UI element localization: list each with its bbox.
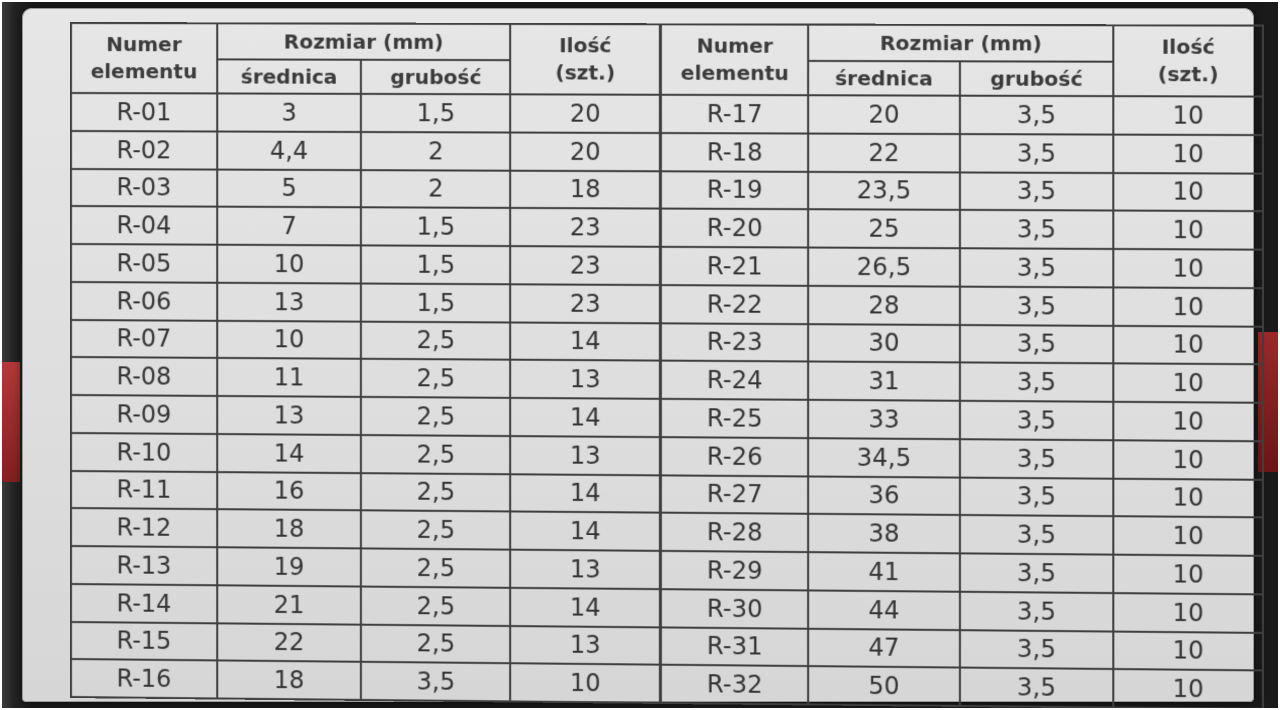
- o-ring-size-table: [70, 22, 1264, 710]
- diameter-cell: 31: [809, 362, 960, 401]
- diameter-cell: 11: [217, 358, 361, 397]
- element-number-cell: R-22: [661, 285, 809, 324]
- diameter-cell: 21: [217, 585, 361, 624]
- quantity-cell: 14: [511, 398, 661, 437]
- quantity-cell: 10: [1113, 364, 1263, 403]
- diameter-cell: 26,5: [809, 248, 960, 287]
- element-number-cell: R-27: [661, 475, 809, 514]
- element-number-cell: R-04: [71, 206, 217, 244]
- element-number-cell: R-05: [71, 244, 217, 283]
- element-number-cell: R-15: [71, 622, 217, 661]
- quantity-cell: 18: [511, 170, 661, 209]
- element-number-cell: R-30: [661, 589, 809, 628]
- element-number-cell: R-31: [661, 627, 809, 666]
- diameter-cell: 41: [809, 552, 960, 591]
- thickness-cell: 2,5: [361, 473, 510, 512]
- thickness-cell: 3,5: [960, 210, 1114, 249]
- thickness-cell: 3,5: [960, 477, 1114, 516]
- quantity-cell: 20: [511, 132, 661, 171]
- element-number-cell: R-12: [71, 508, 217, 547]
- element-number-cell: R-13: [71, 546, 217, 585]
- quantity-cell: 10: [1113, 134, 1263, 173]
- diameter-cell: 25: [809, 209, 960, 248]
- element-number-cell: R-25: [661, 399, 809, 438]
- diameter-cell: 30: [809, 324, 960, 363]
- quantity-cell: 10: [1113, 249, 1263, 288]
- diameter-cell: 7: [217, 207, 361, 246]
- header-element-number-right: Numer elementu: [661, 24, 809, 95]
- element-number-cell: R-24: [661, 361, 809, 400]
- header-size-left: Rozmiar (mm): [217, 23, 511, 60]
- thickness-cell: 2,5: [361, 397, 510, 436]
- diameter-cell: 38: [809, 514, 960, 553]
- diameter-cell: 36: [809, 476, 960, 515]
- quantity-cell: 14: [511, 512, 661, 551]
- diameter-cell: 22: [217, 623, 361, 662]
- quantity-cell: 10: [1113, 631, 1263, 671]
- header-thickness-left: grubość: [361, 60, 510, 95]
- quantity-cell: 10: [1113, 287, 1263, 326]
- quantity-cell: 10: [1113, 555, 1263, 595]
- diameter-cell: 16: [217, 472, 361, 511]
- diameter-cell: 19: [217, 547, 361, 586]
- thickness-cell: 3,5: [960, 592, 1114, 632]
- thickness-cell: 3,5: [960, 286, 1114, 325]
- quantity-cell: 10: [1113, 173, 1263, 212]
- diameter-cell: 33: [809, 400, 960, 439]
- header-diameter-right: średnica: [809, 61, 960, 96]
- element-number-cell: R-29: [661, 551, 809, 590]
- thickness-cell: 3,5: [960, 363, 1114, 402]
- table-row: [71, 131, 1263, 173]
- thickness-cell: 2,5: [361, 435, 510, 474]
- thickness-cell: 1,5: [361, 283, 510, 322]
- header-quantity-left: Ilość (szt.): [511, 24, 661, 95]
- thickness-cell: 3,5: [960, 515, 1114, 554]
- thickness-cell: 2,5: [361, 359, 510, 398]
- quantity-cell: 10: [1113, 96, 1263, 135]
- thickness-cell: 1,5: [361, 245, 510, 284]
- element-number-cell: R-11: [71, 471, 217, 510]
- element-number-cell: R-03: [71, 169, 217, 207]
- element-number-cell: R-08: [71, 357, 217, 396]
- diameter-cell: 18: [217, 509, 361, 548]
- quantity-cell: 10: [1113, 402, 1263, 441]
- element-number-cell: R-07: [71, 320, 217, 359]
- diameter-cell: 18: [217, 661, 361, 700]
- header-thickness-right: grubość: [960, 61, 1114, 96]
- element-number-cell: R-26: [661, 437, 809, 476]
- thickness-cell: 3,5: [960, 325, 1114, 364]
- diameter-cell: 10: [217, 320, 361, 359]
- quantity-cell: 10: [1113, 211, 1263, 250]
- diameter-cell: 44: [809, 590, 960, 629]
- thickness-cell: 2: [361, 170, 510, 209]
- thickness-cell: 2: [361, 132, 510, 170]
- thickness-cell: 3,5: [960, 668, 1114, 708]
- table-row: [71, 244, 1263, 288]
- diameter-cell: 14: [217, 434, 361, 473]
- quantity-cell: 10: [1113, 440, 1263, 479]
- element-number-cell: R-19: [661, 171, 809, 210]
- thickness-cell: 2,5: [361, 586, 510, 625]
- red-accent-left: [2, 362, 20, 482]
- element-number-cell: R-01: [71, 93, 217, 131]
- table-row: [71, 206, 1263, 249]
- quantity-cell: 20: [511, 94, 661, 132]
- thickness-cell: 3,5: [960, 630, 1114, 670]
- diameter-cell: 20: [809, 95, 960, 134]
- quantity-cell: 13: [511, 360, 661, 399]
- thickness-cell: 3,5: [960, 172, 1114, 211]
- quantity-cell: 10: [1113, 669, 1263, 709]
- thickness-cell: 1,5: [361, 208, 510, 247]
- thickness-cell: 2,5: [361, 548, 510, 587]
- thickness-cell: 3,5: [960, 553, 1114, 592]
- quantity-cell: 10: [1113, 516, 1263, 555]
- diameter-cell: 13: [217, 283, 361, 322]
- thickness-cell: 3,5: [960, 248, 1114, 287]
- diameter-cell: 47: [809, 628, 960, 668]
- diameter-cell: 28: [809, 286, 960, 325]
- quantity-cell: 23: [511, 246, 661, 285]
- diameter-cell: 23,5: [809, 171, 960, 210]
- diameter-cell: 4,4: [217, 131, 361, 169]
- thickness-cell: 2,5: [361, 624, 510, 663]
- thickness-cell: 2,5: [361, 321, 510, 360]
- diameter-cell: 50: [809, 666, 960, 706]
- header-quantity-right: Ilość (szt.): [1113, 25, 1263, 96]
- quantity-cell: 23: [511, 208, 661, 247]
- element-number-cell: R-09: [71, 395, 217, 434]
- diameter-cell: 34,5: [809, 438, 960, 477]
- quantity-cell: 14: [511, 474, 661, 513]
- element-number-cell: R-10: [71, 433, 217, 472]
- element-number-cell: R-18: [661, 133, 809, 172]
- quantity-cell: 10: [1113, 593, 1263, 633]
- quantity-cell: 10: [1113, 325, 1263, 364]
- element-number-cell: R-20: [661, 209, 809, 248]
- element-number-cell: R-16: [71, 659, 217, 698]
- quantity-cell: 13: [511, 436, 661, 475]
- element-number-cell: R-28: [661, 513, 809, 552]
- quantity-cell: 13: [511, 626, 661, 665]
- diameter-cell: 13: [217, 396, 361, 435]
- table-wrapper: [70, 22, 1264, 710]
- element-number-cell: R-06: [71, 282, 217, 321]
- table-body: [71, 93, 1263, 709]
- printed-label-card: [22, 8, 1254, 702]
- quantity-cell: 14: [511, 588, 661, 627]
- header-size-right: Rozmiar (mm): [809, 25, 1114, 62]
- header-diameter-left: średnica: [217, 59, 361, 93]
- thickness-cell: 2,5: [361, 511, 510, 550]
- quantity-cell: 10: [1113, 478, 1263, 517]
- thickness-cell: 3,5: [361, 662, 510, 701]
- element-number-cell: R-17: [661, 95, 809, 134]
- quantity-cell: 23: [511, 284, 661, 323]
- thickness-cell: 3,5: [960, 96, 1114, 135]
- diameter-cell: 22: [809, 133, 960, 172]
- thickness-cell: 1,5: [361, 94, 510, 132]
- thickness-cell: 3,5: [960, 401, 1114, 440]
- table-row: [71, 169, 1263, 212]
- element-number-cell: R-21: [661, 247, 809, 286]
- quantity-cell: 13: [511, 550, 661, 589]
- header-element-number-left: Numer elementu: [71, 23, 217, 93]
- thickness-cell: 3,5: [960, 134, 1114, 173]
- element-number-cell: R-23: [661, 323, 809, 362]
- element-number-cell: R-14: [71, 584, 217, 623]
- table-row: [71, 93, 1263, 135]
- thickness-cell: 3,5: [960, 439, 1114, 478]
- quantity-cell: 10: [511, 663, 661, 702]
- diameter-cell: 5: [217, 169, 361, 207]
- element-number-cell: R-32: [661, 665, 809, 704]
- quantity-cell: 14: [511, 322, 661, 361]
- diameter-cell: 10: [217, 245, 361, 284]
- diameter-cell: 3: [217, 93, 361, 131]
- element-number-cell: R-02: [71, 131, 217, 169]
